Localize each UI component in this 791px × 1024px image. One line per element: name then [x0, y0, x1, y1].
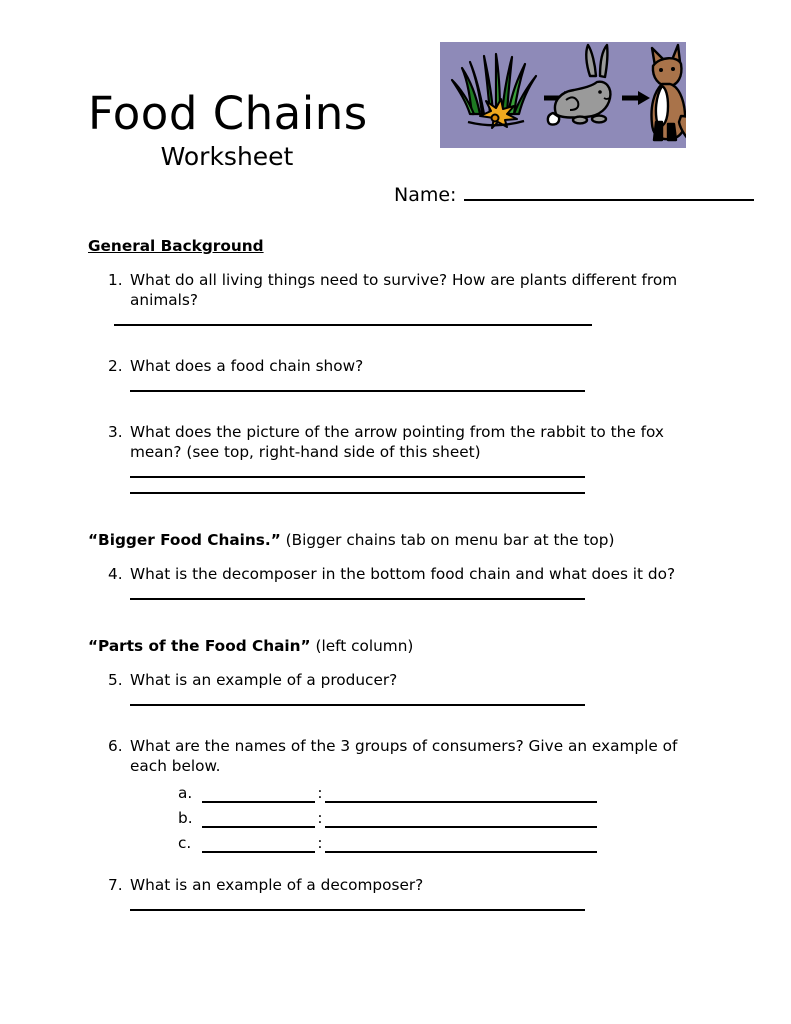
question-number: 4. — [108, 565, 123, 583]
sub-answer-separator: : — [317, 834, 323, 852]
sub-answer-label: b. — [178, 809, 193, 827]
question-text: What is an example of a producer? — [130, 671, 398, 689]
answer-lines — [130, 476, 698, 494]
spacer — [88, 604, 698, 636]
question-item — [88, 270, 698, 326]
sub-answer-row — [178, 832, 698, 853]
spacer — [88, 396, 698, 422]
sub-answer-label: c. — [178, 834, 192, 852]
page-subtitle: Worksheet — [160, 142, 294, 171]
question-text: What does the picture of the arrow pointing from the rabbit to the fox mean? (see top, right-hand side of this sheet) — [130, 423, 664, 461]
sub-answer-example-input[interactable] — [325, 784, 597, 803]
answer-line[interactable] — [130, 909, 585, 911]
food-chain-illustration — [440, 42, 686, 148]
question-item — [88, 564, 698, 600]
section-heading-strong: “Bigger Food Chains.” — [88, 531, 281, 549]
title-block — [88, 88, 428, 172]
question-number: 1. — [108, 271, 123, 289]
answer-lines — [130, 598, 698, 600]
section-heading-parts-of-the-food-chain — [88, 636, 698, 656]
question-item — [88, 422, 698, 494]
section-heading-plain: (left column) — [310, 637, 414, 655]
question-item — [88, 670, 698, 706]
section-heading-strong: “Parts of the Food Chain” — [88, 637, 311, 655]
answer-line[interactable] — [130, 492, 585, 494]
spacer — [88, 498, 698, 530]
sub-answer-row — [178, 782, 698, 803]
answer-line[interactable] — [130, 598, 585, 600]
name-field-row — [394, 183, 754, 207]
question-number: 7. — [108, 876, 123, 894]
question-list-bigger-food-chains — [88, 564, 698, 600]
question-number: 2. — [108, 357, 123, 375]
answer-lines — [130, 909, 698, 911]
sub-answer-list — [130, 782, 698, 853]
answer-lines — [130, 704, 698, 706]
sub-answer-separator: : — [317, 809, 323, 827]
name-label: Name: — [394, 184, 457, 206]
page-title: Food Chains — [88, 87, 368, 140]
sub-answer-separator: : — [317, 784, 323, 802]
answer-lines — [114, 324, 698, 326]
answer-line[interactable] — [114, 324, 592, 326]
question-number: 6. — [108, 737, 123, 755]
sub-answer-name-input[interactable] — [202, 784, 315, 803]
question-item — [88, 875, 698, 911]
sub-answer-row — [178, 807, 698, 828]
name-input[interactable] — [464, 184, 754, 201]
question-item — [88, 736, 698, 853]
sub-answer-example-input[interactable] — [325, 809, 597, 828]
question-number: 5. — [108, 671, 123, 689]
sub-answer-name-input[interactable] — [202, 834, 315, 853]
section-heading-bigger-food-chains — [88, 530, 698, 550]
worksheet-content — [88, 236, 698, 915]
spacer — [88, 857, 698, 875]
fox-icon — [651, 45, 686, 140]
question-list-general-background — [88, 270, 698, 494]
question-text: What are the names of the 3 groups of consumers? Give an example of each below. — [130, 737, 678, 775]
answer-lines — [130, 390, 698, 392]
question-item — [88, 356, 698, 392]
answer-line[interactable] — [130, 476, 585, 478]
question-text: What do all living things need to survive? How are plants different from animals? — [130, 271, 678, 309]
section-heading-general-background — [88, 236, 698, 256]
answer-line[interactable] — [130, 704, 585, 706]
question-list-parts-of-the-food-chain — [88, 670, 698, 911]
sub-answer-label: a. — [178, 784, 193, 802]
spacer — [88, 330, 698, 356]
sub-answer-example-input[interactable] — [325, 834, 597, 853]
question-text: What is an example of a decomposer? — [130, 876, 424, 894]
question-text: What does a food chain show? — [130, 357, 364, 375]
sub-answer-name-input[interactable] — [202, 809, 315, 828]
answer-line[interactable] — [130, 390, 585, 392]
question-text: What is the decomposer in the bottom food chain and what does it do? — [130, 565, 676, 583]
question-number: 3. — [108, 423, 123, 441]
section-heading-strong: General Background — [88, 237, 264, 255]
section-heading-plain: (Bigger chains tab on menu bar at the top) — [280, 531, 615, 549]
spacer — [88, 710, 698, 736]
